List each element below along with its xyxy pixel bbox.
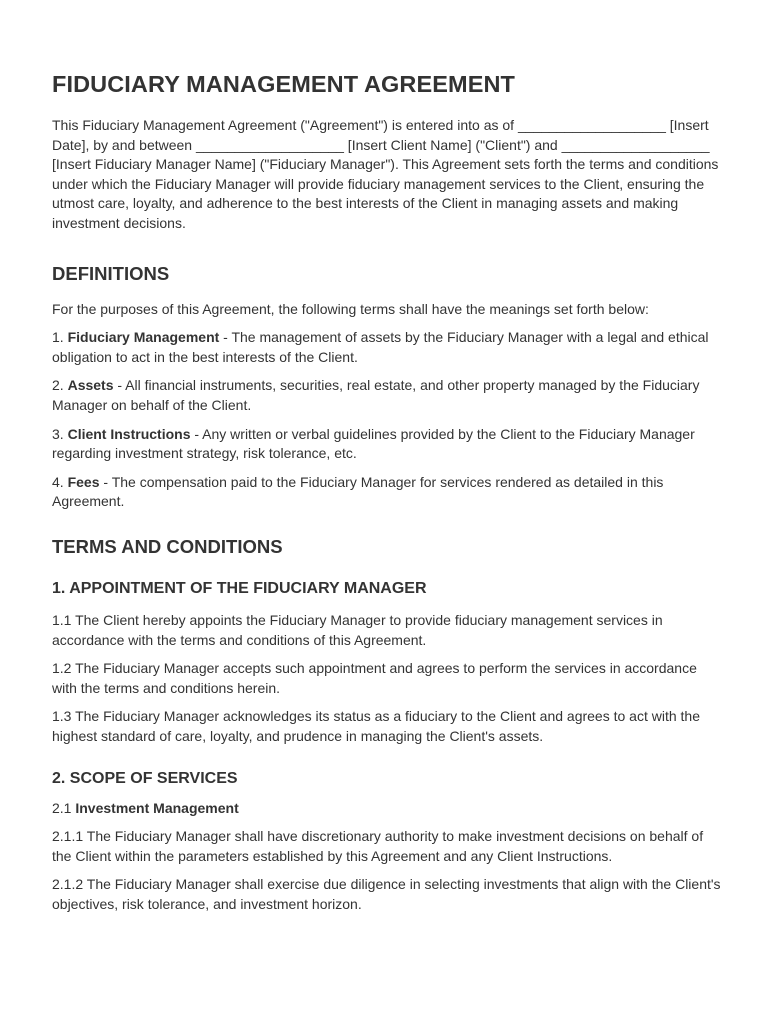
subsection-title: Investment Management [75,800,239,817]
definition-number: 1. [52,329,64,346]
definition-term: Fiduciary Management [67,329,220,346]
document-title: FIDUCIARY MANAGEMENT AGREEMENT [52,71,515,97]
definitions-heading: DEFINITIONS [52,262,170,284]
definition-text: - Any written or verbal guidelines provided by the Client to the Fiduciary Manager regarding investment strategy, risk tolerance, etc. [52,425,695,462]
definition-term: Fees [67,473,100,490]
definition-number: 4. [52,473,64,490]
definition-text: - The management of assets by the Fiduciary Manager with a legal and ethical obligation to act in the best interests of the Client. [52,329,709,365]
definition-text: - The compensation paid to the Fiduciary Manager for services rendered as detailed in this Agreement. [52,473,664,510]
intro-paragraph: This Fiduciary Management Agreement ("Agreement") is entered into as of ___________________ [Insert Date], by and between ___________________ [Insert Client Name] ("Client") and ___________________ [Insert Fiduciary Manager Name] ("Fiduciary Manager"). This Agreement sets forth the terms and conditions under which the Fiduciary Manager will provide fiduciary management services to the Client, ensuring the utmost care, loyalty, and adherence to the best interests of the Client in managing assets and making investment decisions. [52,117,719,231]
section-2-heading: 2. SCOPE OF SERVICES [52,770,238,788]
definition-item [52,473,722,512]
clause-1-2: 1.2 The Fiduciary Manager accepts such appointment and agrees to perform the services in accordance with the terms and conditions herein. [52,660,697,696]
definition-text: - All financial instruments, securities, real estate, and other property managed by the Fiduciary Manager on behalf of the Client. [52,377,700,413]
subsection-2-1-heading [52,799,722,819]
definition-item [52,425,722,464]
section-1-heading: 1. APPOINTMENT OF THE FIDUCIARY MANAGER [52,579,427,597]
clause-1-1: 1.1 The Client hereby appoints the Fiduciary Manager to provide fiduciary management services in accordance with the terms and conditions of this Agreement. [52,611,663,648]
definition-item [52,376,722,415]
definitions-lead: For the purposes of this Agreement, the following terms shall have the meanings set forth below: [52,300,649,317]
document-content [52,66,722,923]
definition-term: Client Instructions [67,425,191,442]
terms-heading: TERMS AND CONDITIONS [52,535,283,557]
subsection-number: 2.1 [52,800,76,817]
clause-1-3: 1.3 The Fiduciary Manager acknowledges its status as a fiduciary to the Client and agrees to act with the highest standard of care, loyalty, and prudence in managing the Client's assets. [52,708,700,744]
clause-2-1-2: 2.1.2 The Fiduciary Manager shall exercise due diligence in selecting investments that align with the Client's objectives, risk tolerance, and investment horizon. [52,876,721,912]
definition-number: 3. [52,425,64,442]
definition-number: 2. [52,377,64,394]
clause-2-1-1: 2.1.1 The Fiduciary Manager shall have discretionary authority to make investment decisions on behalf of the Client within the parameters established by this Agreement and any Client Instructions. [52,828,704,864]
definition-item [52,328,722,367]
definition-term: Assets [67,377,114,394]
